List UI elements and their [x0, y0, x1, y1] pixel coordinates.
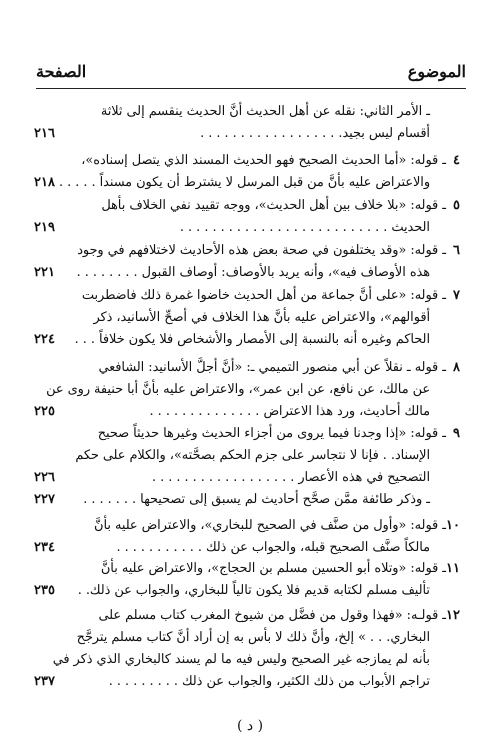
entry-text-line: ـ الأمر الثاني: نقله عن أهل الحديث أنَّ الحديث ينقسم إلى ثلاثة	[100, 104, 430, 119]
entry-number: ٥	[453, 198, 460, 213]
entry-page-number: ٢٣٧	[34, 674, 55, 689]
entry-text-line: مالك أحاديث، ورد هذا الاعتراض . . . . . . . . . . . . . .	[149, 404, 430, 419]
entry-text-line: أقسام ليس بجيد. . . . . . . . . . . . . . . . . .	[200, 126, 430, 141]
entry-text-line: بأنه لم يمازجه غير الصحيح وليس فيه ما لم يسند كالبخاري الذي ذكر في	[52, 652, 430, 667]
entry-page-number: ٢٢٤	[34, 332, 55, 347]
entry-text-line: الحديث . . . . . . . . . . . . . . . . . . . . . . . . . .	[179, 220, 430, 235]
entry-page-number: ٢١٦	[34, 126, 55, 141]
entry-page-number: ٢٢١	[34, 265, 55, 280]
entry-page-number: ٢١٨	[34, 175, 55, 190]
entry-number: ١٠	[446, 518, 460, 533]
page-footer: ( د )	[236, 718, 264, 734]
entry-text-line: التصحيح في هذه الأعصار . . . . . . . . . . . . . . . . . .	[151, 470, 430, 485]
toc-header	[36, 62, 466, 86]
entry-number: ١١	[446, 561, 460, 576]
page-heading: الصفحة	[36, 62, 87, 81]
entry-text-line: عن مالك، عن نافع، عن ابن عمر»، والاعتراض عليه بأنَّ أبا حنيفة روى عن	[46, 382, 430, 397]
entry-number: ٦	[453, 243, 460, 258]
entry-number: ٨	[453, 360, 460, 375]
entry-text-line: تأليف مسلم لكتابه قديم فلا يكون تالياً للبخاري، والجواب عن ذلك. .	[77, 583, 430, 598]
entry-number: ٤	[453, 153, 460, 168]
entry-text-line: ـ قوله: «أما الحديث الصحيح فهو الحديث المسند الذي يتصل إسناده»،	[81, 153, 446, 168]
entry-text-line: ـ قوله: «وقد يختلفون في صحة بعض هذه الأحاديث لاختلافهم في وجود	[77, 243, 446, 258]
entry-text-line: ـ قوله ـ نقلاً عن أبي منصور التميمي ـ: «أنَّ أجلَّ الأسانيد: الشافعي	[98, 360, 446, 375]
entry-page-number: ٢٣٤	[34, 540, 55, 555]
entry-text-line: ـ قوله: «على أنَّ جماعة من أهل الحديث خاضوا غمرة ذلك فاضطربت	[81, 288, 446, 303]
entry-text-line: ـ قوله: «إذا وجدنا فيما يروى من أجزاء الحديث وغيرها حديثاً صحيح	[97, 426, 446, 441]
entry-page-number: ٢٢٧	[34, 492, 55, 507]
entry-text-line: ـ وذكر طائفة ممَّن صحَّح أحاديث لم يسبق إلى تصحيحها . . . . . . .	[83, 492, 430, 507]
entry-page-number: ٢٢٥	[34, 404, 55, 419]
entry-page-number: ٢٢٦	[34, 470, 55, 485]
entry-text-line: هذه الأوصاف فيه»، وأنه يريد بالأوصاف: أوصاف القبول . . . . . . . .	[76, 265, 430, 280]
entry-text-line: ـ قولـه: «فهذا وقول من فضَّل من شيوخ المغرب كتاب مسلم على	[98, 608, 446, 623]
entry-text-line: ـ قوله: «وتلاه أبو الحسين مسلم بن الحجاج»، والاعتراض عليه بأنَّ	[100, 561, 446, 576]
entry-number: ١٢	[446, 608, 460, 623]
entry-number: ٩	[453, 426, 460, 441]
entry-text-line: الإسناد. . فإنا لا نتجاسر على جزم الحكم بصحَّته»، والكلام على حكم	[75, 448, 430, 463]
entry-number: ٧	[453, 288, 460, 303]
entry-text-line: ـ قوله: «وأول من صنَّف في الصحيح للبخاري»، والاعتراض عليه بأنَّ	[94, 518, 446, 533]
entry-text-line: أقوالهم»، والاعتراض عليه بأنَّ هذا الخلاف في أصحِّ الأسانيد، ذكر	[93, 310, 430, 325]
entry-text-line: والاعتراض عليه بأنَّ من قبل المرسل لا يشترط أن يكون مسنداً . . . . . .	[50, 175, 430, 190]
entry-page-number: ٢٣٥	[34, 583, 55, 598]
entry-text-line: الحاكم وغيره أنه بالنسبة إلى الأمصار والأشخاص فلا يكون خلافاً . . .	[74, 332, 430, 347]
entry-text-line: تراجم الأبواب من ذلك الكثير، والجواب عن ذلك . . . . . . . . .	[108, 674, 430, 689]
entry-text-line: البخاري. . . » إلخ، وأنَّ ذلك لا بأس به إن أراد أنَّ كتاب مسلم يترجَّح	[76, 630, 430, 645]
header-rule	[36, 88, 466, 89]
entry-text-line: مالكاً صنَّف الصحيح قبله، والجواب عن ذلك . . . . . . . . . . .	[116, 540, 430, 555]
topic-heading: الموضوع	[407, 62, 466, 81]
entry-text-line: ـ قوله: «بلا خلاف بين أهل الحديث»، ووجه تقييد نفي الخلاف بأهل	[101, 198, 446, 213]
entry-page-number: ٢١٩	[34, 220, 55, 235]
